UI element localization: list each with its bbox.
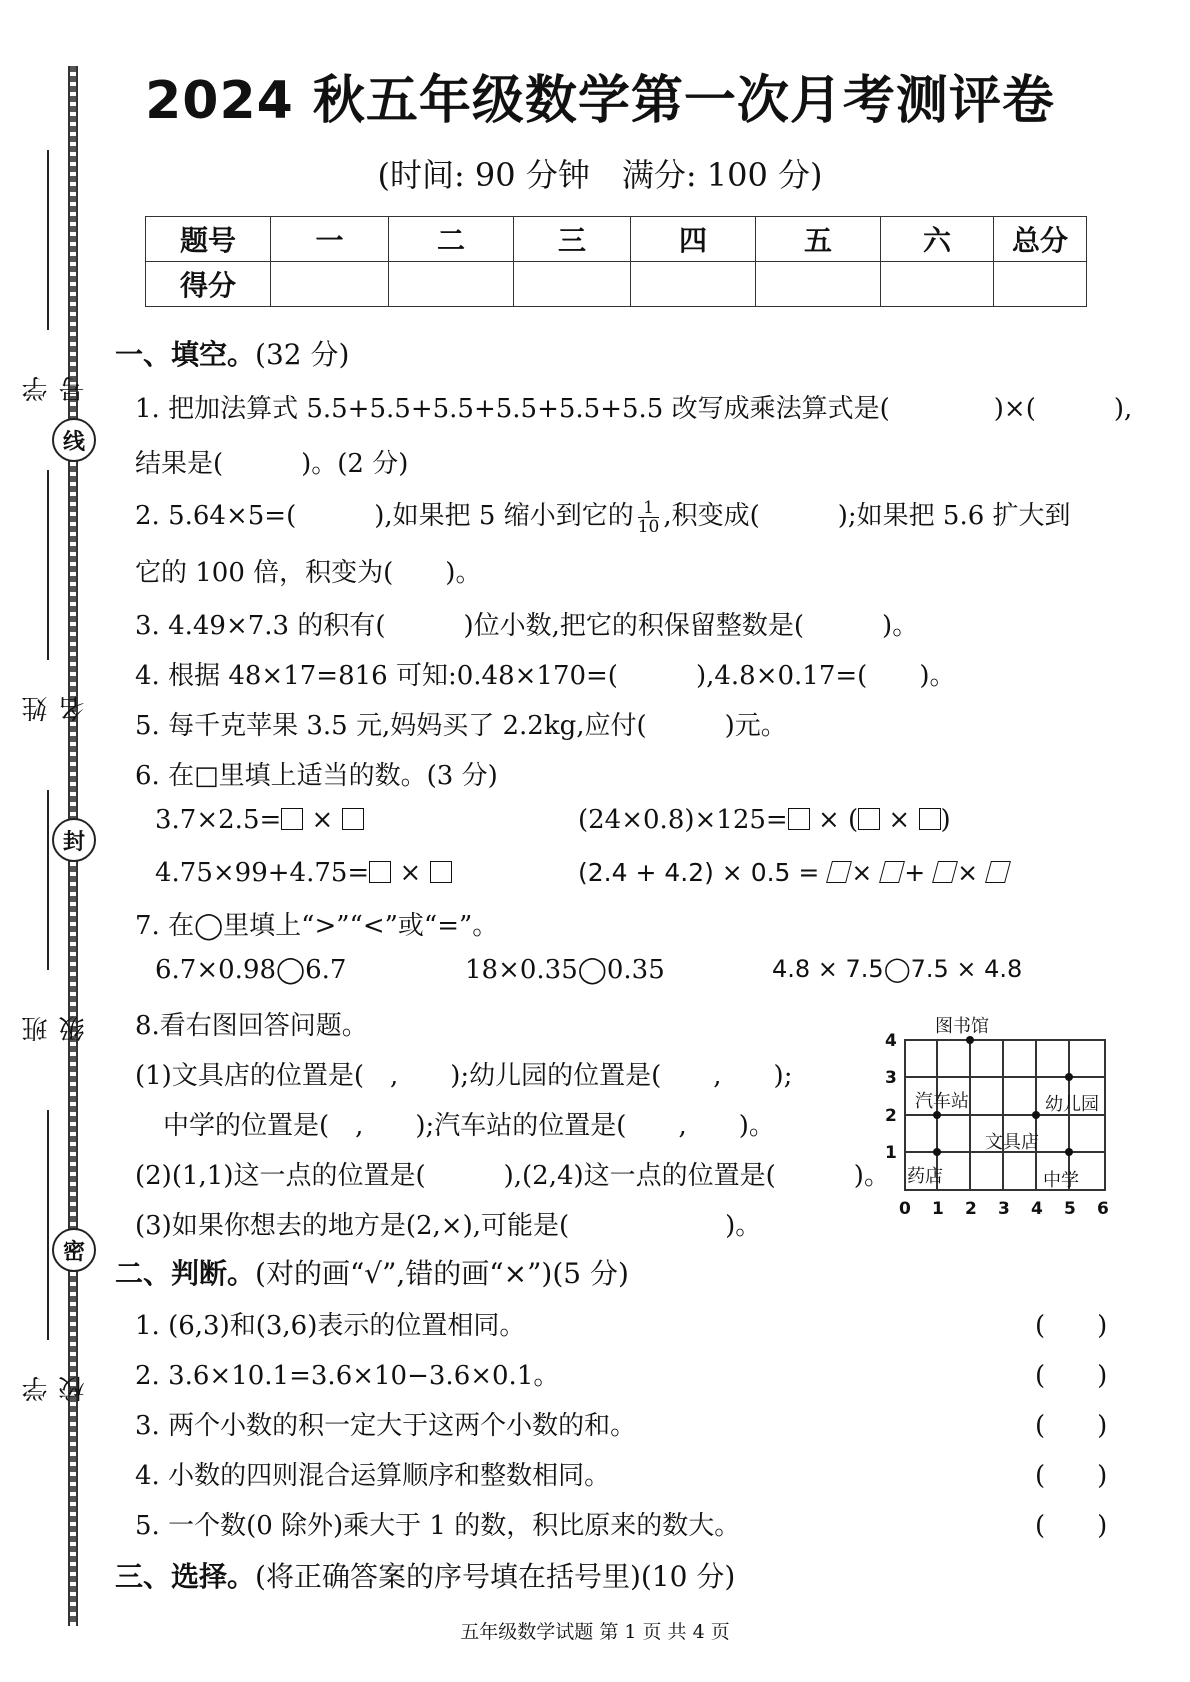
x-tick-label: 2 bbox=[965, 1199, 977, 1219]
fraction-numerator: 1 bbox=[638, 499, 660, 518]
library-point bbox=[966, 1036, 974, 1044]
score-cell[interactable] bbox=[631, 262, 756, 307]
seal-line-mark: 线 bbox=[52, 418, 96, 462]
judge-item-1: 1. (6,3)和(3,6)表示的位置相同。 bbox=[135, 1311, 526, 1341]
x-tick-label: 3 bbox=[998, 1199, 1010, 1219]
class-label: 班 级 bbox=[22, 1008, 89, 1042]
x-tick-label: 4 bbox=[1031, 1199, 1043, 1219]
y-tick-label: 3 bbox=[885, 1068, 897, 1088]
question-7: 7. 在◯里填上“>”“<”或“=”。 bbox=[135, 911, 499, 941]
score-header-cell: 一 bbox=[271, 217, 389, 262]
page-title: 2024 秋五年级数学第一次月考测评卷 bbox=[145, 71, 1055, 131]
score-header-cell: 四 bbox=[631, 217, 756, 262]
answer-box[interactable] bbox=[919, 808, 941, 830]
school-blank bbox=[47, 1110, 49, 1340]
x-tick-label: 5 bbox=[1064, 1199, 1076, 1219]
question-8-part-1b: 中学的位置是( , );汽车站的位置是( , )。 bbox=[163, 1111, 775, 1141]
answer-box[interactable] bbox=[369, 861, 391, 883]
bus-station-label: 汽车站 bbox=[915, 1091, 969, 1112]
question-6-item-c: 4.75×99+4.75= × bbox=[155, 858, 452, 888]
section-2-heading bbox=[115, 1252, 629, 1292]
judge-item-2: 2. 3.6×10.1=3.6×10−3.6×0.1。 bbox=[135, 1361, 560, 1391]
question-2-line-2: 它的 100 倍，积变为( )。 bbox=[135, 558, 482, 588]
answer-box[interactable] bbox=[858, 808, 880, 830]
question-6-item-b: (24×0.8)×125= × ( × ) bbox=[578, 805, 951, 835]
question-7-item-c: 4.8 × 7.5◯7.5 × 4.8 bbox=[772, 955, 1023, 983]
judge-item-4: 4. 小数的四则混合运算顺序和整数相同。 bbox=[135, 1461, 611, 1491]
section-3-heading bbox=[115, 1555, 735, 1595]
answer-box[interactable] bbox=[788, 808, 810, 830]
question-3: 3. 4.49×7.3 的积有( )位小数,把它的积保留整数是( )。 bbox=[135, 611, 919, 641]
score-table bbox=[145, 216, 1087, 307]
page-footer: 五年级数学试题 第 1 页 共 4 页 bbox=[460, 1621, 730, 1643]
score-table-score-row bbox=[146, 262, 1087, 307]
answer-box[interactable] bbox=[985, 861, 1011, 883]
class-blank bbox=[47, 790, 49, 970]
y-tick-label: 4 bbox=[885, 1031, 897, 1051]
stationery-label: 文具店 bbox=[985, 1132, 1039, 1153]
x-tick-label: 1 bbox=[932, 1199, 944, 1219]
question-6: 6. 在□里填上适当的数。(3 分) bbox=[135, 761, 498, 791]
answer-box[interactable] bbox=[342, 808, 364, 830]
score-header-cell: 五 bbox=[756, 217, 881, 262]
section-2-title: 二、判断。 bbox=[115, 1257, 256, 1290]
section-3-instruction: (将正确答案的序号填在括号里)(10 分) bbox=[255, 1560, 736, 1593]
answer-box[interactable] bbox=[879, 861, 905, 883]
answer-box[interactable] bbox=[932, 861, 958, 883]
stationery-point bbox=[1032, 1111, 1040, 1119]
school-label: 学 校 bbox=[22, 1368, 89, 1402]
pharmacy-label: 药店 bbox=[907, 1166, 943, 1187]
q6-expression-b: (24×0.8)×125= bbox=[578, 805, 788, 835]
name-label: 姓 名 bbox=[22, 688, 89, 722]
student-id-blank bbox=[47, 150, 49, 330]
x-tick-label: 6 bbox=[1097, 1199, 1109, 1219]
judge-answer-4[interactable]: ( ) bbox=[1035, 1461, 1108, 1491]
question-8-part-2: (2)(1,1)这一点的位置是( ),(2,4)这一点的位置是( )。 bbox=[135, 1161, 890, 1191]
exam-subtitle: (时间: 90 分钟 满分: 100 分) bbox=[377, 156, 823, 194]
question-8-part-1a: (1)文具店的位置是( , );幼儿园的位置是( , ); bbox=[135, 1061, 793, 1091]
question-4: 4. 根据 48×17=816 可知:0.48×170=( ),4.8×0.17=( )。 bbox=[135, 661, 956, 691]
library-label: 图书馆 bbox=[935, 1016, 989, 1037]
q6-expression-a: 3.7×2.5= bbox=[155, 805, 282, 835]
location-grid-figure bbox=[885, 1010, 1115, 1225]
score-row-label: 得分 bbox=[146, 262, 271, 307]
question-2-text-a: 2. 5.64×5=( ),如果把 5 缩小到它的 bbox=[135, 501, 634, 531]
section-1-title: 一、填空。 bbox=[115, 338, 256, 371]
judge-answer-2[interactable]: ( ) bbox=[1035, 1361, 1108, 1391]
question-6-item-d: (2.4 + 4.2) × 0.5 = × + × bbox=[578, 858, 1010, 887]
judge-item-5: 5. 一个数(0 除外)乘大于 1 的数，积比原来的数大。 bbox=[135, 1511, 741, 1541]
fraction-denominator: 10 bbox=[637, 516, 660, 537]
answer-box[interactable] bbox=[826, 861, 852, 883]
section-3-title: 三、选择。 bbox=[115, 1560, 256, 1593]
question-8-part-3: (3)如果你想去的地方是(2,×),可能是( )。 bbox=[135, 1211, 762, 1241]
pharmacy-point bbox=[933, 1148, 941, 1156]
question-1-line-1: 1. 把加法算式 5.5+5.5+5.5+5.5+5.5+5.5 改写成乘法算式是( )×( ), bbox=[135, 394, 1133, 424]
q6-expression-c: 4.75×99+4.75= bbox=[155, 858, 370, 888]
q6-expression-d: (2.4 + 4.2) × 0.5 = bbox=[578, 858, 820, 887]
score-table-header-row bbox=[146, 217, 1087, 262]
name-blank bbox=[47, 470, 49, 660]
score-cell[interactable] bbox=[389, 262, 514, 307]
score-header-cell: 三 bbox=[514, 217, 631, 262]
score-cell[interactable] bbox=[881, 262, 994, 307]
x-tick-label: 0 bbox=[899, 1199, 911, 1219]
judge-item-3: 3. 两个小数的积一定大于这两个小数的和。 bbox=[135, 1411, 637, 1441]
seal-seal-mark: 封 bbox=[52, 818, 96, 862]
score-header-cell: 题号 bbox=[146, 217, 271, 262]
question-6-item-a: 3.7×2.5= × bbox=[155, 805, 364, 835]
score-cell[interactable] bbox=[514, 262, 631, 307]
score-cell[interactable] bbox=[994, 262, 1087, 307]
section-2-instruction: (对的画“√”,错的画“×”)(5 分) bbox=[255, 1257, 629, 1290]
fraction-one-tenth bbox=[638, 499, 660, 536]
bus-station-point bbox=[933, 1111, 941, 1119]
question-8: 8.看右图回答问题。 bbox=[135, 1011, 368, 1041]
judge-answer-1[interactable]: ( ) bbox=[1035, 1311, 1108, 1341]
question-2-line-1 bbox=[135, 495, 1071, 536]
seal-secret-mark: 密 bbox=[52, 1228, 96, 1272]
score-header-cell: 二 bbox=[389, 217, 514, 262]
kindergarten-point bbox=[1065, 1073, 1073, 1081]
answer-box[interactable] bbox=[281, 808, 303, 830]
section-1-heading bbox=[115, 333, 349, 373]
question-5: 5. 每千克苹果 3.5 元,妈妈买了 2.2kg,应付( )元。 bbox=[135, 711, 787, 741]
judge-answer-3[interactable]: ( ) bbox=[1035, 1411, 1108, 1441]
kindergarten-label: 幼儿园 bbox=[1045, 1094, 1099, 1115]
score-header-cell: 总分 bbox=[994, 217, 1087, 262]
school-point bbox=[1065, 1148, 1073, 1156]
question-2-text-b: ,积变成( );如果把 5.6 扩大到 bbox=[663, 501, 1071, 531]
school-label: 中学 bbox=[1043, 1170, 1079, 1191]
question-7-item-a: 6.7×0.98◯6.7 bbox=[155, 955, 347, 985]
judge-answer-5[interactable]: ( ) bbox=[1035, 1511, 1108, 1541]
y-tick-label: 1 bbox=[885, 1143, 897, 1163]
score-cell[interactable] bbox=[271, 262, 389, 307]
score-header-cell: 六 bbox=[881, 217, 994, 262]
student-id-label: 学 号 bbox=[22, 368, 89, 402]
question-7-item-b: 18×0.35◯0.35 bbox=[465, 955, 665, 985]
question-1-line-2: 结果是( )。(2 分) bbox=[135, 449, 409, 479]
score-cell[interactable] bbox=[756, 262, 881, 307]
answer-box[interactable] bbox=[430, 861, 452, 883]
y-tick-label: 2 bbox=[885, 1106, 897, 1126]
section-1-points: (32 分) bbox=[255, 338, 350, 371]
